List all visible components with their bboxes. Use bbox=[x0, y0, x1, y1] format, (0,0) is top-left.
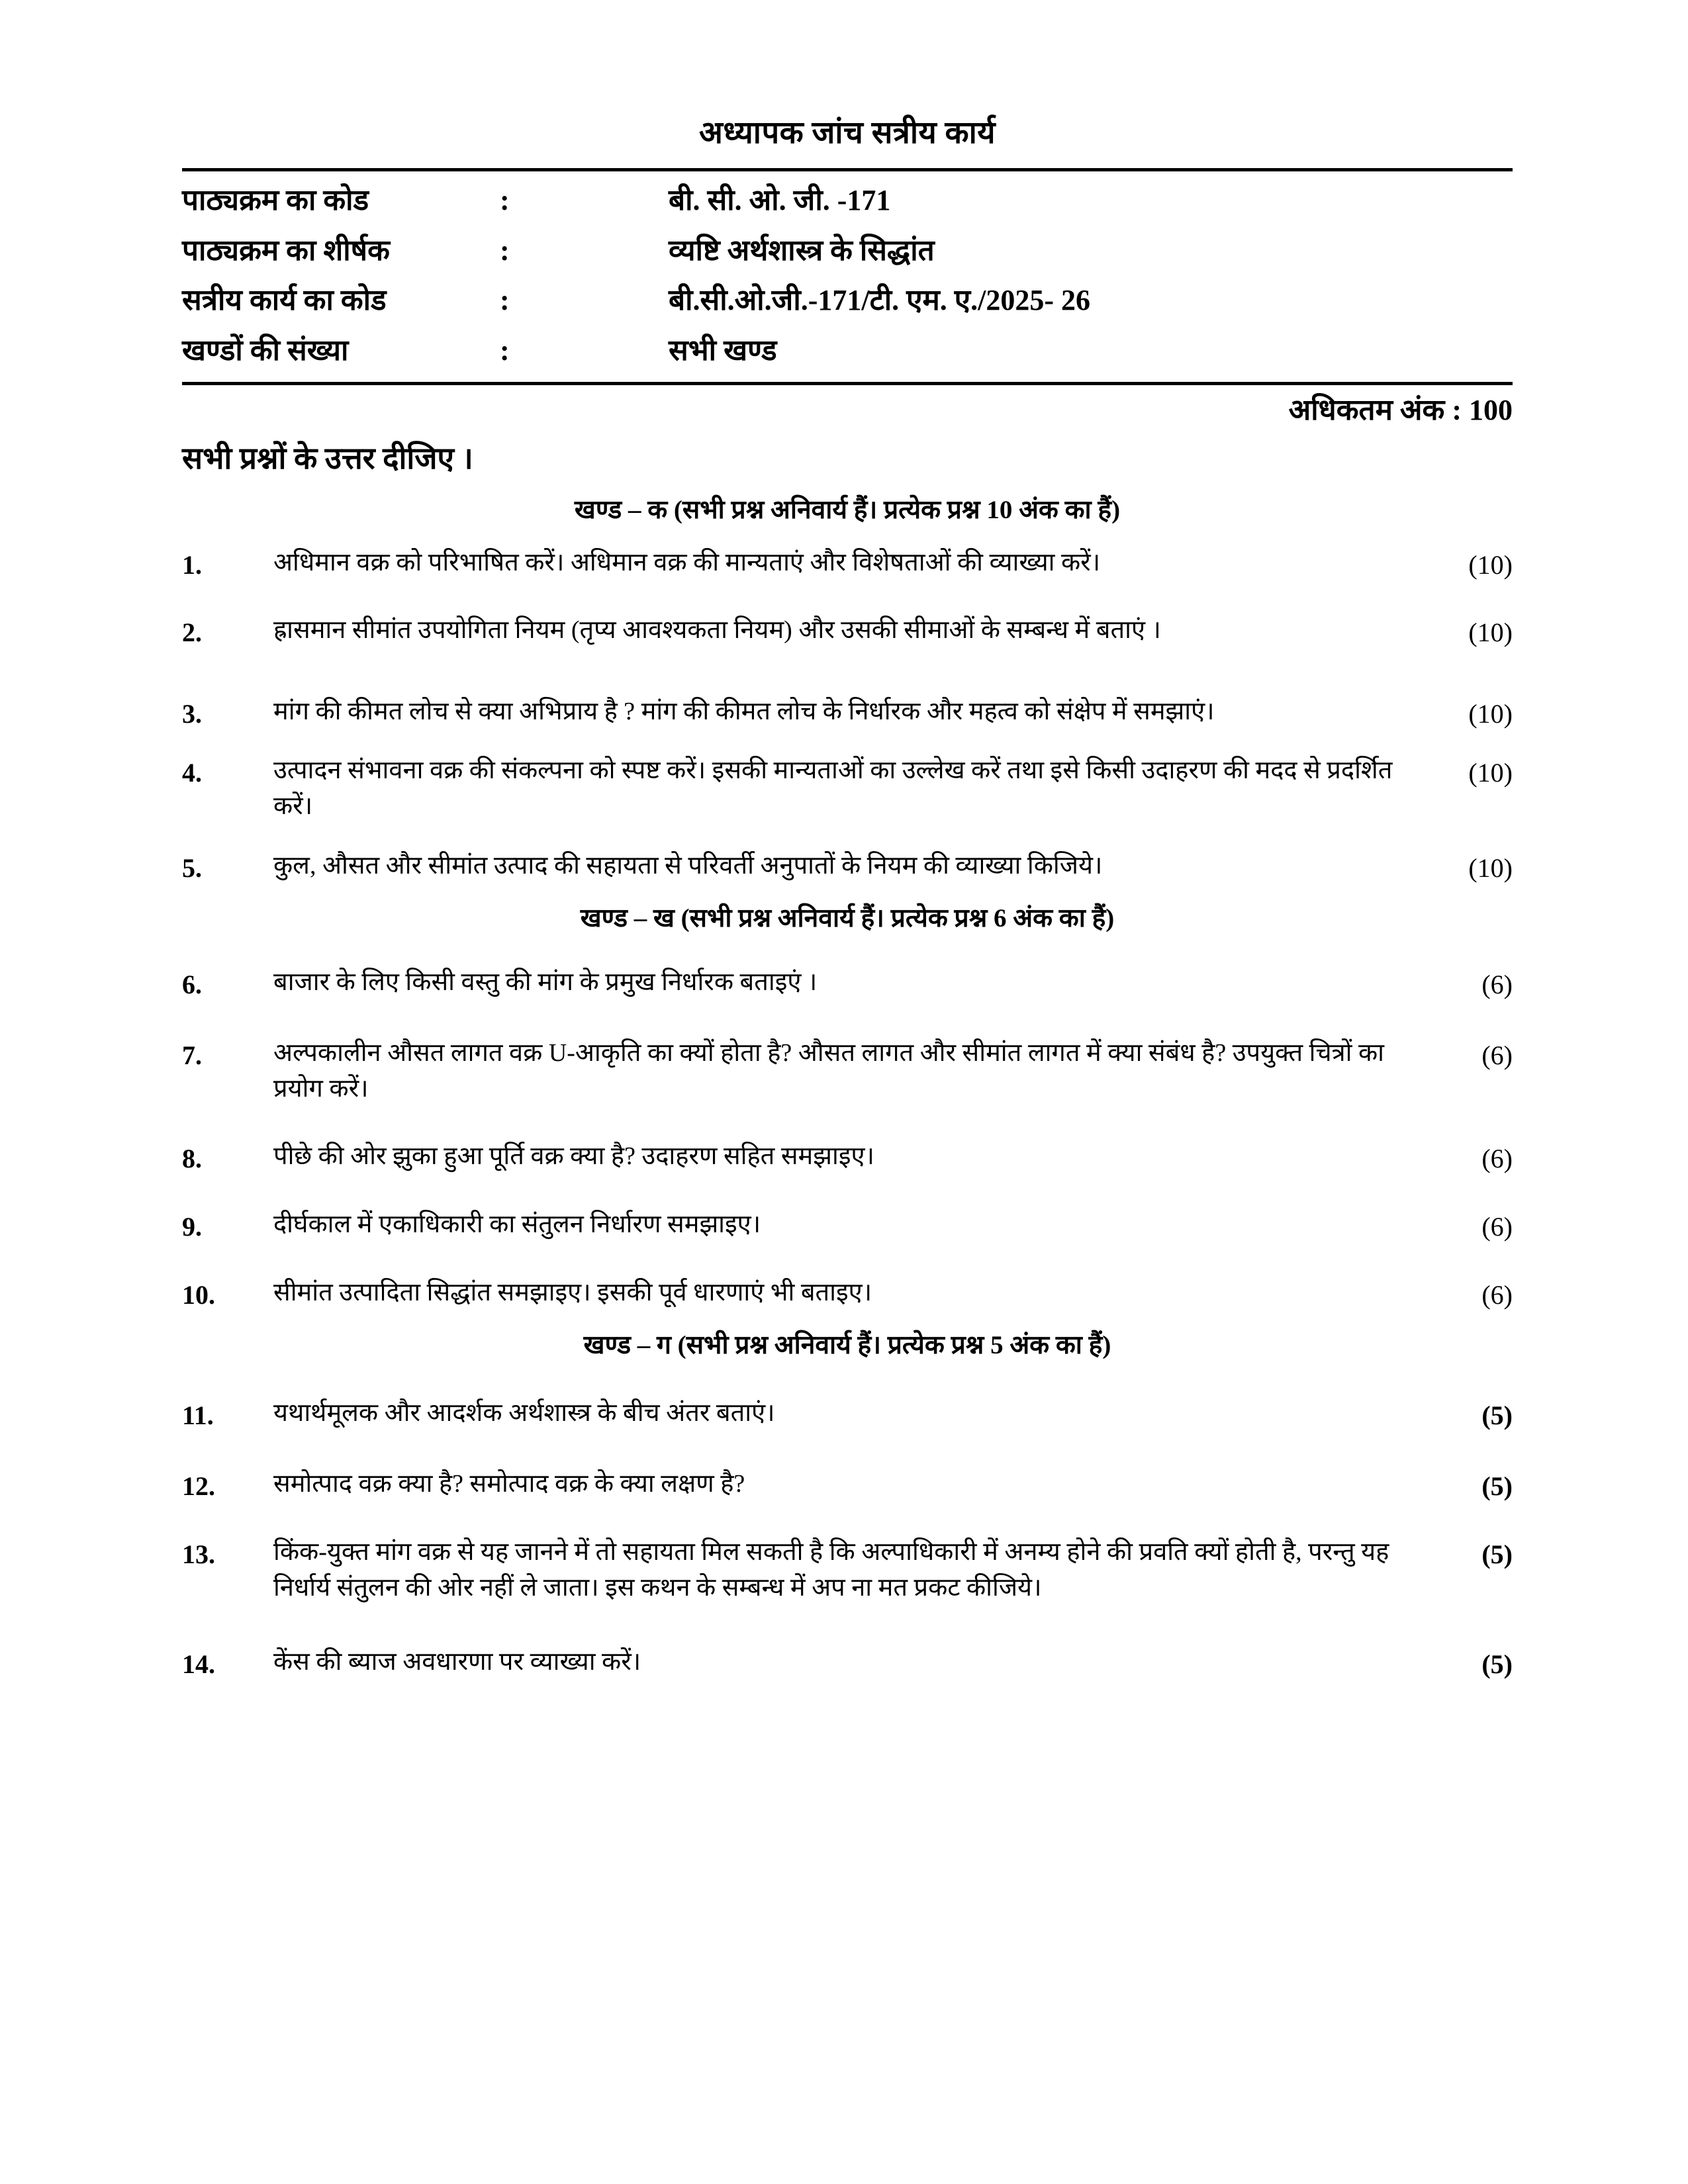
question-item-2 bbox=[182, 613, 1513, 652]
question-text: दीर्घकाल में एकाधिकारी का संतुलन निर्धारण समझाइए। bbox=[273, 1210, 761, 1238]
meta-value-assignment-code: बी.सी.ओ.जी.-171/टी. एम. ए./2025- 26 bbox=[669, 284, 1091, 317]
question-marks: (10) bbox=[1468, 852, 1513, 883]
question-number: 11. bbox=[182, 1400, 214, 1431]
table-row bbox=[182, 226, 1513, 276]
header-rule-bottom bbox=[182, 382, 1513, 385]
question-item-7 bbox=[182, 1036, 1513, 1107]
question-item-10 bbox=[182, 1275, 1513, 1314]
question-number: 8. bbox=[182, 1144, 202, 1174]
page-title: अध्यापक जांच सत्रीय कार्य bbox=[698, 116, 996, 150]
table-row bbox=[182, 275, 1513, 326]
question-marks: (5) bbox=[1481, 1400, 1513, 1431]
question-number: 4. bbox=[182, 757, 202, 788]
question-number: 3. bbox=[182, 699, 202, 729]
question-marks: (10) bbox=[1468, 617, 1513, 648]
meta-colon: : bbox=[500, 334, 510, 367]
question-item-12 bbox=[182, 1467, 1513, 1506]
section-heading-ga: खण्ड – ग (सभी प्रश्न अनिवार्य हैं। प्रत्येक प्रश्न 5 अंक का हैं) bbox=[583, 1330, 1111, 1359]
question-text: मांग की कीमत लोच से क्या अभिप्राय है ? मांग की कीमत लोच के निर्धारक और महत्व को संक्षेप में समझाएं। bbox=[273, 698, 1215, 726]
question-marks: (10) bbox=[1468, 757, 1513, 788]
question-number: 2. bbox=[182, 617, 202, 648]
section-heading-ka: खण्ड – क (सभी प्रश्न अनिवार्य हैं। प्रत्येक प्रश्न 10 अंक का हैं) bbox=[574, 495, 1121, 524]
question-number: 6. bbox=[182, 970, 202, 1000]
question-item-8 bbox=[182, 1139, 1513, 1178]
question-item-4 bbox=[182, 753, 1513, 825]
question-marks: (6) bbox=[1481, 1040, 1513, 1071]
meta-value-course-code: बी. सी. ओ. जी. -171 bbox=[669, 184, 891, 216]
question-item-14 bbox=[182, 1645, 1513, 1684]
question-item-6 bbox=[182, 965, 1513, 1004]
question-marks: (6) bbox=[1481, 1279, 1513, 1310]
table-row bbox=[182, 326, 1513, 376]
question-text: अल्पकालीन औसत लागत वक्र U-आकृति का क्यों होता है? औसत लागत और सीमांत लागत में क्या संबंध है? उपयुक्त चित्रों का प्रयोग करें। bbox=[273, 1039, 1385, 1103]
question-text: समोत्पाद वक्र क्या है? समोत्पाद वक्र के क्या लक्षण है? bbox=[273, 1470, 745, 1498]
question-number: 9. bbox=[182, 1211, 202, 1242]
question-marks: (5) bbox=[1481, 1649, 1513, 1679]
question-number: 1. bbox=[182, 549, 202, 580]
question-text: सीमांत उत्पादिता सिद्धांत समझाइए। इसकी पूर्व धारणाएं भी बताइए। bbox=[273, 1278, 872, 1306]
question-number: 13. bbox=[182, 1539, 215, 1569]
question-text: पीछे की ओर झुका हुआ पूर्ति वक्र क्या है? उदाहरण सहित समझाइए। bbox=[273, 1142, 874, 1171]
course-meta-table bbox=[182, 175, 1513, 376]
meta-label-section-count: खण्डों की संख्या bbox=[182, 334, 349, 367]
table-row bbox=[182, 175, 1513, 226]
maximum-marks: अधिकतम अंक : 100 bbox=[1288, 393, 1513, 426]
section-heading-kha: खण्ड – ख (सभी प्रश्न अनिवार्य हैं। प्रत्येक प्रश्न 6 अंक का हैं) bbox=[580, 903, 1115, 933]
question-number: 12. bbox=[182, 1471, 215, 1502]
question-text: किंक-युक्त मांग वक्र से यह जानने में तो सहायता मिल सकती है कि अल्पाधिकारी में अनम्य होने की प्रवति क्यों होती है, परन्तु यह निर्धार्य संतुलन की ओर नहीं ले जाता। इस कथन के सम्बन्ध में अप ना मत प्रकट कीजिये। bbox=[273, 1537, 1389, 1602]
meta-label-course-title: पाठ्यक्रम का शीर्षक bbox=[182, 234, 390, 267]
question-number: 14. bbox=[182, 1649, 215, 1679]
question-item-1 bbox=[182, 545, 1513, 584]
meta-value-course-title: व्यष्टि अर्थशास्त्र के सिद्धांत bbox=[669, 234, 935, 267]
question-item-9 bbox=[182, 1207, 1513, 1246]
question-list-ga bbox=[182, 1396, 1513, 1683]
header-rule-top bbox=[182, 168, 1513, 171]
question-marks: (6) bbox=[1481, 1211, 1513, 1242]
question-marks: (6) bbox=[1481, 970, 1513, 1000]
question-marks: (5) bbox=[1481, 1539, 1513, 1569]
question-text: अधिमान वक्र को परिभाषित करें। अधिमान वक्र की मान्यताएं और विशेषताओं की व्याख्या करें। bbox=[273, 548, 1101, 576]
question-marks: (10) bbox=[1468, 699, 1513, 729]
meta-colon: : bbox=[500, 184, 510, 216]
question-item-13 bbox=[182, 1535, 1513, 1606]
page-content bbox=[182, 0, 1513, 1684]
question-list-ka bbox=[182, 545, 1513, 887]
question-item-3 bbox=[182, 694, 1513, 733]
meta-colon: : bbox=[500, 234, 510, 267]
meta-colon: : bbox=[500, 284, 510, 317]
question-text: कुल, औसत और सीमांत उत्पाद की सहायता से परिवर्ती अनुपातों के नियम की व्याख्या किजिये। bbox=[273, 851, 1103, 880]
meta-label-assignment-code: सत्रीय कार्य का कोड bbox=[182, 284, 387, 317]
question-item-11 bbox=[182, 1396, 1513, 1435]
question-text: यथार्थमूलक और आदर्शक अर्थशास्त्र के बीच अंतर बताएं। bbox=[273, 1399, 775, 1428]
question-item-5 bbox=[182, 848, 1513, 887]
question-text: उत्पादन संभावना वक्र की संकल्पना को स्पष्ट करें। इसकी मान्यताओं का उल्लेख करें तथा इसे किसी उदाहरण की मदद से प्रदर्शित करें। bbox=[273, 756, 1393, 820]
question-number: 10. bbox=[182, 1279, 215, 1310]
question-list-kha bbox=[182, 965, 1513, 1314]
question-marks: (10) bbox=[1468, 549, 1513, 580]
meta-value-section-count: सभी खण्ड bbox=[669, 334, 777, 367]
question-text: ह्रासमान सीमांत उपयोगिता नियम (तृप्य आवश्यकता नियम) और उसकी सीमाओं के सम्बन्ध में बताएं । bbox=[273, 616, 1161, 645]
question-number: 7. bbox=[182, 1040, 202, 1071]
meta-label-course-code: पाठ्यक्रम का कोड bbox=[182, 184, 369, 216]
answer-all-instruction: सभी प्रश्नों के उत्तर दीजिए । bbox=[182, 441, 473, 476]
question-text: बाजार के लिए किसी वस्तु की मांग के प्रमुख निर्धारक बताइएं । bbox=[273, 968, 818, 997]
question-number: 5. bbox=[182, 852, 202, 883]
question-marks: (5) bbox=[1481, 1471, 1513, 1502]
question-marks: (6) bbox=[1481, 1144, 1513, 1174]
question-text: केंस की ब्याज अवधारणा पर व्याख्या करें। bbox=[273, 1647, 641, 1676]
